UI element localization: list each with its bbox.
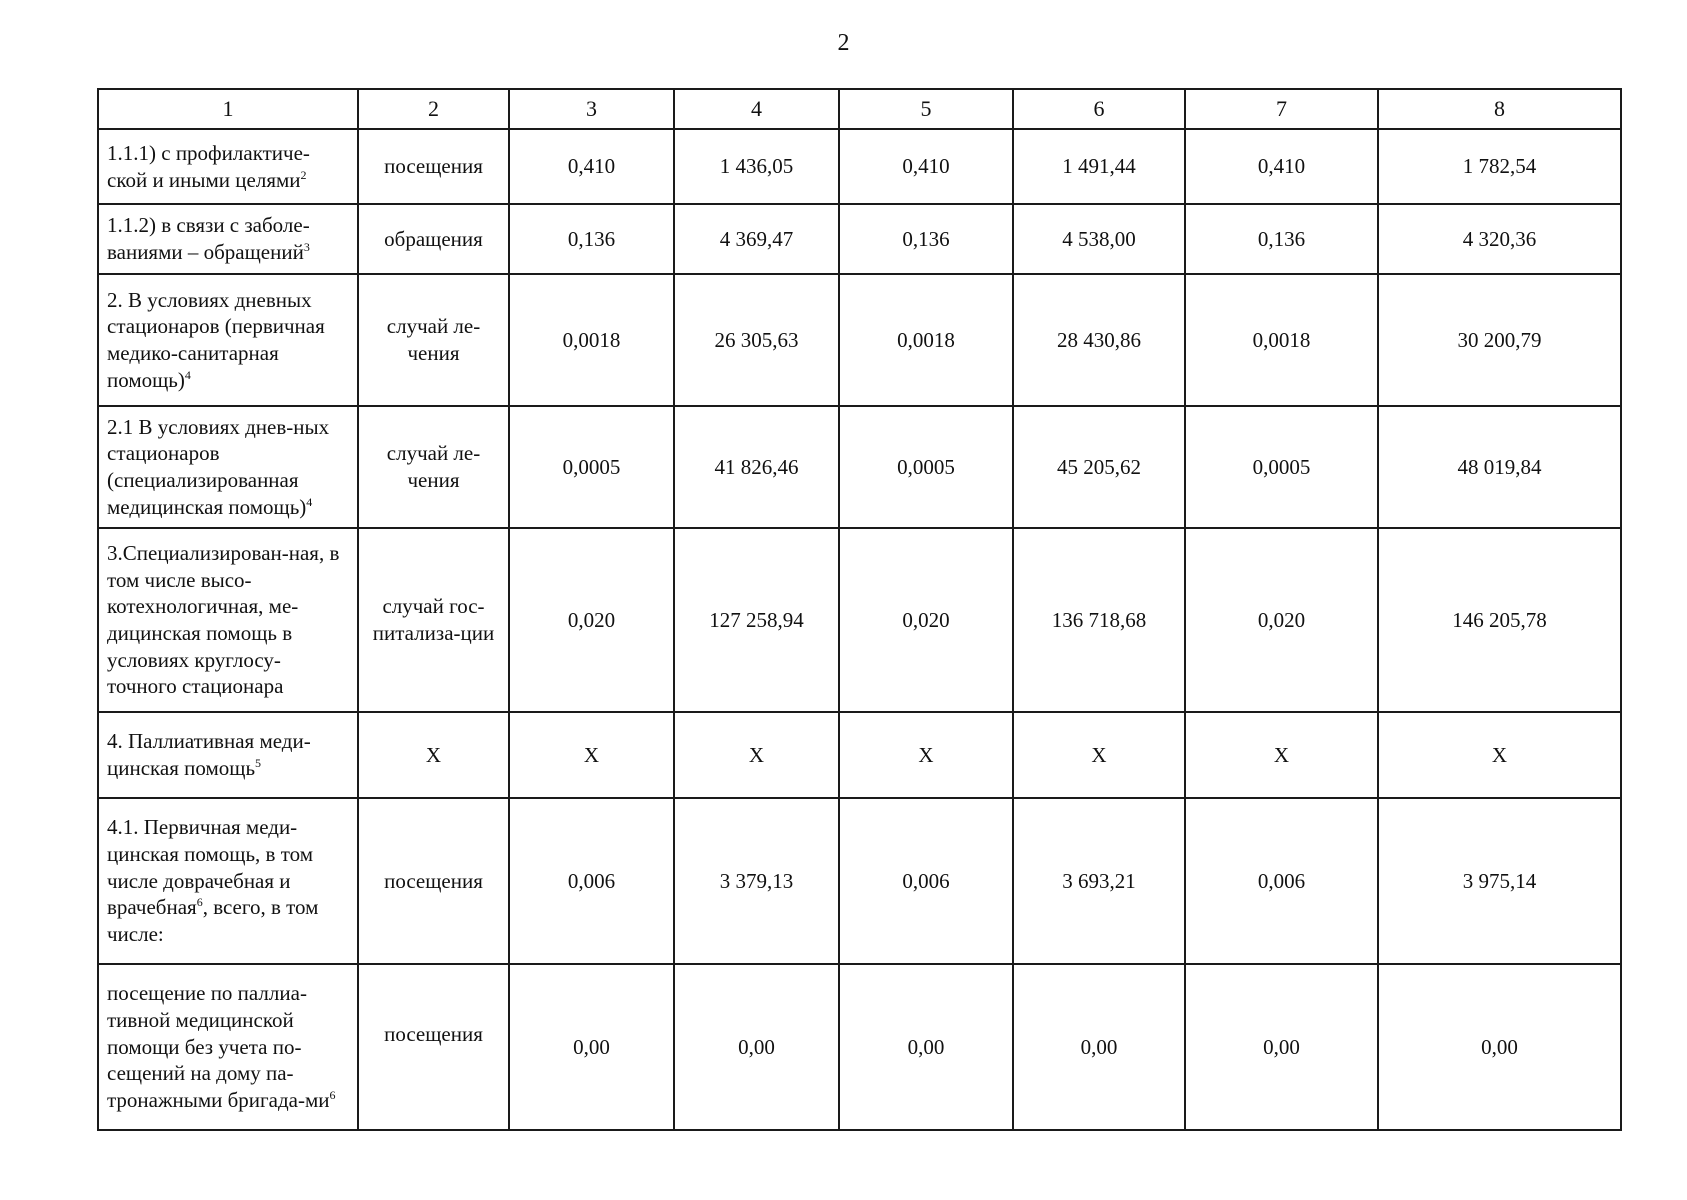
- value-cell: 136 718,68: [1013, 528, 1185, 712]
- table-row: [98, 274, 1621, 406]
- footnote-mark: 3: [303, 240, 310, 254]
- value-cell: 3 379,13: [674, 798, 839, 964]
- value-cell: 0,0005: [839, 406, 1013, 528]
- footnote-mark: 6: [329, 1087, 336, 1102]
- unit-cell: посещения: [358, 129, 509, 204]
- unit-cell: X: [358, 712, 509, 798]
- value-cell: 0,00: [1013, 964, 1185, 1130]
- unit-cell: случай гос-питализа-ции: [358, 528, 509, 712]
- header-cell: 2: [358, 89, 509, 129]
- row-name-cell: [98, 204, 358, 274]
- value-cell: 127 258,94: [674, 528, 839, 712]
- unit-cell: посещения: [358, 964, 509, 1130]
- row-name-tail: , всего, в том числе:: [107, 895, 319, 946]
- value-cell: 3 975,14: [1378, 798, 1621, 964]
- value-cell: 0,136: [509, 204, 674, 274]
- unit-cell: случай ле-чения: [358, 274, 509, 406]
- value-cell: 0,020: [509, 528, 674, 712]
- header-cell: 4: [674, 89, 839, 129]
- footnote-mark: 6: [196, 895, 203, 910]
- value-cell: X: [1013, 712, 1185, 798]
- value-cell: X: [674, 712, 839, 798]
- unit-cell: посещения: [358, 798, 509, 964]
- value-cell: 0,0018: [1185, 274, 1378, 406]
- footnote-mark: 4: [184, 367, 191, 382]
- value-cell: 0,410: [839, 129, 1013, 204]
- value-cell: 45 205,62: [1013, 406, 1185, 528]
- value-cell: X: [1378, 712, 1621, 798]
- value-cell: 0,006: [509, 798, 674, 964]
- row-name-cell: [98, 712, 358, 798]
- value-cell: 3 693,21: [1013, 798, 1185, 964]
- row-name-cell: [98, 274, 358, 406]
- header-cell: 5: [839, 89, 1013, 129]
- value-cell: 0,136: [839, 204, 1013, 274]
- row-name: 3.Специализирован-ная, в том числе высо-котехнологичная, ме-дицинская помощь в условиях круглосу-точного стационара: [107, 541, 340, 699]
- table-row: [98, 964, 1621, 1130]
- row-name-cell: [98, 129, 358, 204]
- value-cell: 4 369,47: [674, 204, 839, 274]
- footnote-mark: 5: [255, 756, 262, 770]
- value-cell: 0,020: [1185, 528, 1378, 712]
- table-row: [98, 204, 1621, 274]
- value-cell: X: [1185, 712, 1378, 798]
- value-cell: 0,0005: [1185, 406, 1378, 528]
- row-name: 2. В условиях дневных стационаров (первичная медико-санитарная помощь): [107, 287, 325, 392]
- data-table: [97, 88, 1622, 1131]
- row-name: 1.1.2) в связи с заболе-ваниями – обращений: [107, 213, 310, 264]
- row-name: 4.1. Первичная меди-цинская помощь, в том числе доврачебная и врачебная: [107, 815, 313, 920]
- header-cell: 3: [509, 89, 674, 129]
- value-cell: 4 538,00: [1013, 204, 1185, 274]
- footnote-mark: 4: [306, 494, 313, 509]
- value-cell: 0,410: [1185, 129, 1378, 204]
- header-cell: 8: [1378, 89, 1621, 129]
- header-cell: 1: [98, 89, 358, 129]
- value-cell: 28 430,86: [1013, 274, 1185, 406]
- value-cell: 0,006: [1185, 798, 1378, 964]
- value-cell: X: [839, 712, 1013, 798]
- value-cell: 0,136: [1185, 204, 1378, 274]
- value-cell: 0,410: [509, 129, 674, 204]
- value-cell: X: [509, 712, 674, 798]
- value-cell: 0,00: [509, 964, 674, 1130]
- value-cell: 41 826,46: [674, 406, 839, 528]
- row-name-cell: [98, 798, 358, 964]
- value-cell: 0,0018: [509, 274, 674, 406]
- value-cell: 1 436,05: [674, 129, 839, 204]
- row-name: 1.1.1) с профилактиче-ской и иными целями: [107, 140, 310, 192]
- value-cell: 0,00: [1185, 964, 1378, 1130]
- value-cell: 48 019,84: [1378, 406, 1621, 528]
- value-cell: 0,00: [839, 964, 1013, 1130]
- value-cell: 26 305,63: [674, 274, 839, 406]
- header-cell: 6: [1013, 89, 1185, 129]
- row-name-cell: [98, 528, 358, 712]
- value-cell: 1 782,54: [1378, 129, 1621, 204]
- value-cell: 0,00: [1378, 964, 1621, 1130]
- table-row: [98, 129, 1621, 204]
- row-name: 4. Паллиативная меди-цинская помощь: [107, 729, 311, 780]
- page-number: 2: [837, 30, 850, 56]
- table-row: [98, 528, 1621, 712]
- row-name-cell: [98, 406, 358, 528]
- table-row: [98, 406, 1621, 528]
- value-cell: 0,00: [674, 964, 839, 1130]
- value-cell: 146 205,78: [1378, 528, 1621, 712]
- table-row: [98, 712, 1621, 798]
- footnote-mark: 2: [300, 167, 307, 182]
- row-name-cell: [98, 964, 358, 1130]
- value-cell: 0,0005: [509, 406, 674, 528]
- value-cell: 0,020: [839, 528, 1013, 712]
- value-cell: 0,006: [839, 798, 1013, 964]
- value-cell: 1 491,44: [1013, 129, 1185, 204]
- row-name: посещение по паллиа-тивной медицинской помощи без учета по-сещений на дому па-тронажными бригада-ми: [107, 981, 330, 1112]
- unit-cell: случай ле-чения: [358, 406, 509, 528]
- value-cell: 0,0018: [839, 274, 1013, 406]
- header-row: [98, 89, 1621, 129]
- row-name: 2.1 В условиях днев-ных стационаров (специализированная медицинская помощь): [107, 414, 330, 519]
- header-cell: 7: [1185, 89, 1378, 129]
- value-cell: 30 200,79: [1378, 274, 1621, 406]
- value-cell: 4 320,36: [1378, 204, 1621, 274]
- unit-cell: обращения: [358, 204, 509, 274]
- table-row: [98, 798, 1621, 964]
